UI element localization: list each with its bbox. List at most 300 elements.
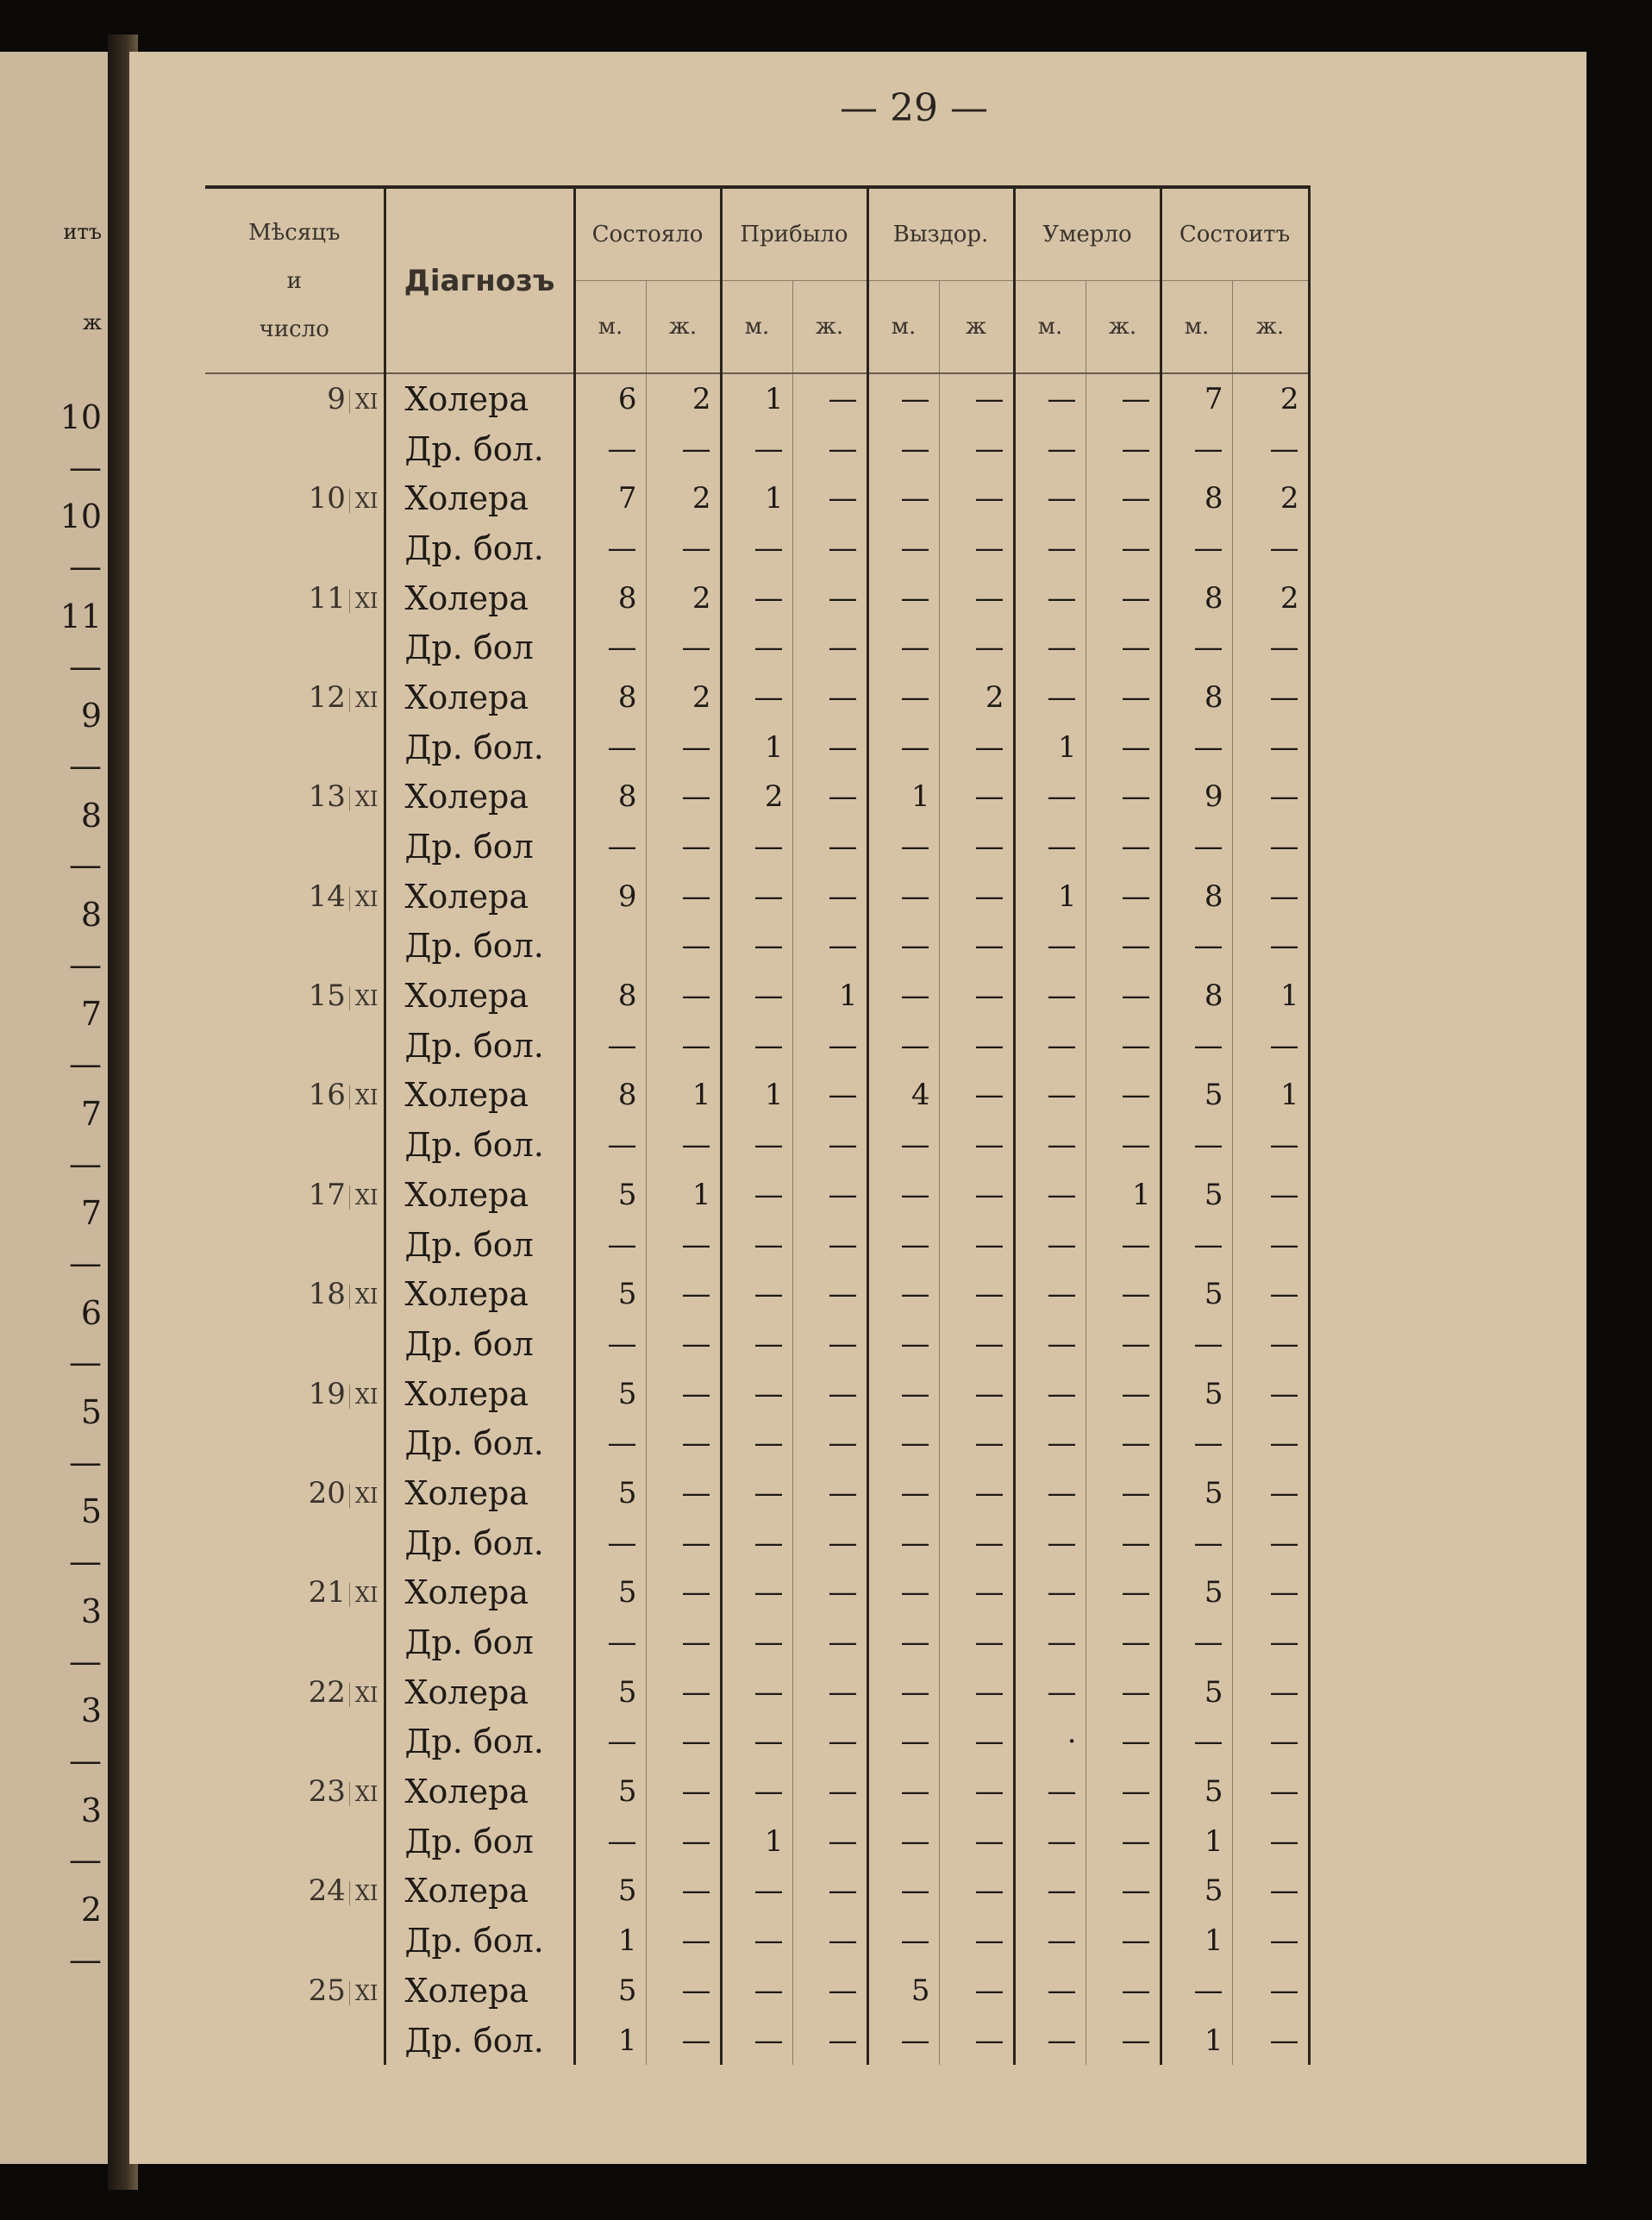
value-cell: — [721,1468,792,1518]
left-page-value: 7 [80,995,102,1034]
value-cell: — [646,1916,721,1966]
value-cell: — [1086,1418,1161,1468]
value-cell: — [1232,1966,1309,2016]
value-cell: — [1232,1319,1309,1369]
table-row [205,473,1309,523]
value-cell: — [1086,772,1161,822]
value-cell: — [574,424,646,474]
value-cell: 5 [1161,1667,1232,1717]
value-cell: — [792,1418,867,1468]
value-cell: — [1014,672,1086,722]
value-cell: — [867,424,939,474]
value-cell: 7 [574,473,646,523]
value-cell: — [792,1021,867,1071]
sub-header-1: ж. [646,280,721,373]
value-cell: 2 [646,672,721,722]
diagnosis-cell: Др. бол. [385,424,574,474]
value-cell: — [1086,1071,1161,1121]
value-cell: — [1232,1021,1309,1071]
date-cell [205,1021,385,1071]
value-cell: 2 [1232,473,1309,523]
left-page-value: — [69,647,102,685]
month-numeral: XI [349,1385,379,1409]
value-cell: — [939,1966,1014,2016]
value-cell: — [792,772,867,822]
day-number: 24 [308,1873,346,1909]
value-cell: — [1086,1867,1161,1917]
date-cell [205,1717,385,1767]
date-cell [205,2016,385,2066]
value-cell: 5 [574,1568,646,1618]
value-cell: — [867,1518,939,1568]
left-page-value: — [69,1243,102,1282]
value-cell: — [939,373,1014,424]
value-cell: — [1232,1916,1309,1966]
diagnosis-cell: Др. бол. [385,922,574,972]
value-cell: — [1086,1617,1161,1667]
value-cell: — [939,822,1014,872]
value-cell: — [1232,822,1309,872]
value-cell: 1 [1086,1170,1161,1220]
value-cell: — [1161,722,1232,772]
value-cell: — [867,971,939,1021]
table-row [205,1617,1309,1667]
value-cell: 1 [646,1071,721,1121]
value-cell: — [1232,1170,1309,1220]
date-cell [205,672,385,722]
value-cell: — [792,1220,867,1270]
value-cell: 5 [574,1966,646,2016]
value-cell: — [1086,1369,1161,1419]
value-cell: — [939,1468,1014,1518]
value-cell: — [792,822,867,872]
value-cell: — [1014,971,1086,1021]
month-numeral: XI [349,1484,379,1508]
value-cell: — [1014,822,1086,872]
value-cell: — [646,1867,721,1917]
value-cell: — [792,573,867,623]
value-cell: 8 [574,672,646,722]
value-cell: — [721,1269,792,1319]
value-cell: — [1086,573,1161,623]
value-cell: — [721,1518,792,1568]
value-cell: — [867,622,939,672]
value-cell: 2 [721,772,792,822]
value-cell: 8 [574,772,646,822]
value-cell: — [1086,424,1161,474]
left-page-value: — [69,1741,102,1779]
value-cell: 2 [646,573,721,623]
value-cell: — [1014,1319,1086,1369]
value-cell: — [1232,1120,1309,1170]
table-row [205,1717,1309,1767]
value-cell: — [867,1120,939,1170]
table-row [205,1518,1309,1568]
month-numeral: XI [349,589,379,613]
value-cell: — [574,1021,646,1071]
diagnosis-cell: Др. бол [385,1617,574,1667]
value-cell: — [1086,1667,1161,1717]
value-cell: 5 [574,1867,646,1917]
value-cell: — [939,1817,1014,1867]
value-cell: — [721,1021,792,1071]
value-cell: — [939,1170,1014,1220]
date-cell [205,1518,385,1568]
left-page-value: 11 [59,597,102,635]
value-cell: — [939,772,1014,822]
month-numeral: XI [349,1683,379,1707]
date-cell [205,872,385,922]
table-row [205,1667,1309,1717]
value-cell: — [1014,473,1086,523]
value-cell: — [1232,1369,1309,1419]
sub-header-9: ж. [1232,280,1309,373]
value-cell: — [867,1170,939,1220]
left-page-value: — [69,1045,102,1084]
value-cell: — [1086,1817,1161,1867]
month-numeral: XI [349,887,379,911]
value-cell: — [939,922,1014,972]
value-cell: — [939,424,1014,474]
value-cell: — [1232,523,1309,573]
left-page-value: 9 [80,697,102,735]
value-cell: — [939,1220,1014,1270]
day-number: 19 [308,1376,346,1411]
value-cell: — [792,1120,867,1170]
diagnosis-cell: Др. бол. [385,1021,574,1071]
value-cell: — [1161,1966,1232,2016]
value-cell: 8 [1161,473,1232,523]
value-cell: — [1086,523,1161,573]
value-cell: — [867,573,939,623]
month-numeral: XI [349,1782,379,1806]
table-row [205,1767,1309,1817]
date-cell [205,1867,385,1917]
value-cell: — [1232,1817,1309,1867]
value-cell: — [1161,424,1232,474]
value-cell: 8 [1161,573,1232,623]
value-cell: — [1161,1717,1232,1767]
table-row [205,424,1309,474]
diagnosis-cell: Др. бол. [385,1518,574,1568]
value-cell: — [1086,971,1161,1021]
table-row [205,1916,1309,1966]
day-number: 17 [308,1177,346,1212]
month-numeral: XI [349,1881,379,1905]
date-cell [205,1120,385,1170]
value-cell: — [792,672,867,722]
value-cell: 1 [721,1817,792,1867]
value-cell: — [721,1617,792,1667]
value-cell: — [721,1568,792,1618]
value-cell: 5 [574,1269,646,1319]
value-cell: — [574,622,646,672]
value-cell: — [721,2016,792,2066]
left-page-value: 7 [80,1194,102,1233]
date-cell [205,573,385,623]
value-cell: — [792,1468,867,1518]
table-row [205,1817,1309,1867]
left-page-value: — [69,447,102,486]
value-cell: 2 [1232,573,1309,623]
left-page-value: 7 [80,1094,102,1133]
value-cell: — [939,1071,1014,1121]
left-page-value: — [69,547,102,586]
diagnosis-cell: Др. бол. [385,523,574,573]
value-cell: — [646,772,721,822]
date-cell [205,1966,385,2016]
diagnosis-cell: Др. бол. [385,722,574,772]
value-cell: — [1232,1568,1309,1618]
value-cell: 1 [1161,2016,1232,2066]
value-cell: — [1086,1220,1161,1270]
value-cell: — [867,1767,939,1817]
value-cell: — [721,971,792,1021]
value-cell: — [867,672,939,722]
value-cell: — [792,1568,867,1618]
value-cell: 5 [574,1767,646,1817]
value-cell: — [867,1319,939,1369]
value-cell: — [1086,1767,1161,1817]
value-cell: — [1086,1468,1161,1518]
date-cell [205,1220,385,1270]
value-cell: — [646,1717,721,1767]
value-cell: — [1232,672,1309,722]
value-cell: 1 [1161,1916,1232,1966]
value-cell: 1 [574,1916,646,1966]
value-cell: 1 [1232,971,1309,1021]
value-cell: — [867,922,939,972]
diagnosis-cell: Холера [385,1071,574,1121]
value-cell: 2 [1232,373,1309,424]
value-cell: — [1086,1319,1161,1369]
month-numeral: XI [349,390,379,414]
value-cell: — [646,1966,721,2016]
table-row [205,573,1309,623]
value-cell: 5 [867,1966,939,2016]
table-row [205,922,1309,972]
value-cell: — [939,2016,1014,2066]
value-cell: — [867,1916,939,1966]
value-cell: — [1014,424,1086,474]
value-cell: — [939,1717,1014,1767]
value-cell: — [1014,1518,1086,1568]
sub-header-3: ж. [792,280,867,373]
left-page-value: 5 [80,1492,102,1531]
value-cell: — [1232,2016,1309,2066]
date-cell [205,971,385,1021]
value-cell: — [721,1767,792,1817]
date-cell [205,1170,385,1220]
value-cell: — [1086,1717,1161,1767]
diagnosis-cell: Др. бол. [385,1717,574,1767]
day-number: 21 [308,1575,346,1610]
value-cell: — [1014,1170,1086,1220]
diagnosis-cell: Холера [385,672,574,722]
value-cell: — [1232,1767,1309,1817]
date-cell [205,622,385,672]
value-cell: 5 [574,1369,646,1419]
value-cell: — [867,1220,939,1270]
value-cell: — [1014,573,1086,623]
left-page-value: — [69,1442,102,1481]
date-cell [205,373,385,424]
left-page-value: 10 [59,497,102,536]
value-cell: 2 [939,672,1014,722]
diagnosis-cell: Холера [385,373,574,424]
value-cell: — [792,1916,867,1966]
value-cell: — [1086,672,1161,722]
sub-header-7: ж. [1086,280,1161,373]
value-cell: — [721,1170,792,1220]
value-cell: — [1086,922,1161,972]
value-cell: — [867,1667,939,1717]
date-cell [205,1369,385,1419]
value-cell: — [792,523,867,573]
left-page-value: — [69,1542,102,1581]
value-cell: — [721,1369,792,1419]
value-cell: — [1014,1667,1086,1717]
value-cell: 1 [646,1170,721,1220]
value-cell: — [1232,722,1309,772]
value-cell: — [574,523,646,573]
value-cell: 8 [574,971,646,1021]
value-cell: — [867,1867,939,1917]
value-cell: 5 [1161,1269,1232,1319]
diagnosis-cell: Холера [385,1966,574,2016]
value-cell: — [792,1617,867,1667]
group-header-sostoyalo: Состояло [574,187,721,280]
day-number: 13 [308,779,346,815]
value-cell: — [1086,822,1161,872]
left-page-value: 8 [80,896,102,934]
value-cell: — [1161,622,1232,672]
value-cell: — [721,1319,792,1369]
day-number: 25 [308,1973,346,2008]
value-cell: — [792,373,867,424]
sub-header-0: м. [574,280,646,373]
sub-header-5: ж [939,280,1014,373]
value-cell: — [646,922,721,972]
value-cell: — [939,1319,1014,1369]
value-cell: 9 [574,872,646,922]
value-cell: — [1014,1021,1086,1071]
group-header-pribylo: Прибыло [721,187,867,280]
value-cell: — [1014,1468,1086,1518]
value-cell: — [867,373,939,424]
table-row [205,373,1309,424]
value-cell: — [1014,1120,1086,1170]
value-cell: — [1232,1468,1309,1518]
value-cell: — [1232,1418,1309,1468]
value-cell: — [1086,373,1161,424]
value-cell: — [792,1319,867,1369]
value-cell: — [939,573,1014,623]
date-cell [205,1916,385,1966]
value-cell: — [939,872,1014,922]
value-cell: — [792,1966,867,2016]
day-number: 12 [308,679,346,715]
value-cell: — [1232,1269,1309,1319]
value-cell: — [1014,1817,1086,1867]
left-page-value: — [69,1144,102,1183]
day-number: 22 [308,1674,346,1710]
value-cell: — [1014,622,1086,672]
value-cell: — [1232,1518,1309,1568]
value-cell: — [792,424,867,474]
value-cell: — [646,1468,721,1518]
left-page-value: — [69,846,102,885]
value-cell: 4 [867,1071,939,1121]
sub-header-4: м. [867,280,939,373]
value-cell: — [721,1120,792,1170]
table-row [205,971,1309,1021]
value-cell: 1 [867,772,939,822]
diagnosis-cell: Др. бол. [385,1916,574,1966]
date-cell [205,1667,385,1717]
value-cell: 5 [1161,1071,1232,1121]
value-cell: — [721,1667,792,1717]
value-cell: — [721,1418,792,1468]
value-cell: — [574,1220,646,1270]
value-cell: 5 [574,1667,646,1717]
left-page-value: 10 [59,398,102,436]
diagnosis-cell: Холера [385,1269,574,1319]
value-cell: — [646,1667,721,1717]
value-cell: — [646,2016,721,2066]
month-numeral: XI [349,688,379,712]
value-cell: — [939,1269,1014,1319]
left-page-fragment [0,52,116,2164]
value-cell: — [792,1170,867,1220]
value-cell: — [1014,1867,1086,1917]
value-cell: — [792,1071,867,1121]
table-row [205,1269,1309,1319]
value-cell: — [646,1767,721,1817]
value-cell: — [1161,822,1232,872]
month-header-1: Мѣсяцъ [247,219,341,246]
value-cell: — [1014,2016,1086,2066]
value-cell: — [867,523,939,573]
value-cell: 1 [721,722,792,772]
value-cell: — [792,872,867,922]
value-cell: 8 [574,1071,646,1121]
value-cell: — [721,573,792,623]
value-cell: 1 [1232,1071,1309,1121]
value-cell: — [721,622,792,672]
value-cell: — [574,722,646,772]
left-page-value: 2 [80,1891,102,1929]
day-number: 10 [308,481,346,516]
value-cell: — [1086,1518,1161,1568]
value-cell: — [1161,1418,1232,1468]
value-cell: — [1086,722,1161,772]
value-cell: — [646,1220,721,1270]
value-cell: — [1232,424,1309,474]
date-cell [205,922,385,972]
value-cell: — [721,1717,792,1767]
value-cell: — [721,1867,792,1917]
value-cell: 1 [721,373,792,424]
value-cell: 9 [1161,772,1232,822]
diagnosis-cell: Холера [385,573,574,623]
value-cell: — [1232,872,1309,922]
value-cell: 2 [646,373,721,424]
value-cell: — [867,1418,939,1468]
left-page-value: 3 [80,1692,102,1730]
diagnosis-cell: Др. бол. [385,1120,574,1170]
value-cell: 2 [646,473,721,523]
